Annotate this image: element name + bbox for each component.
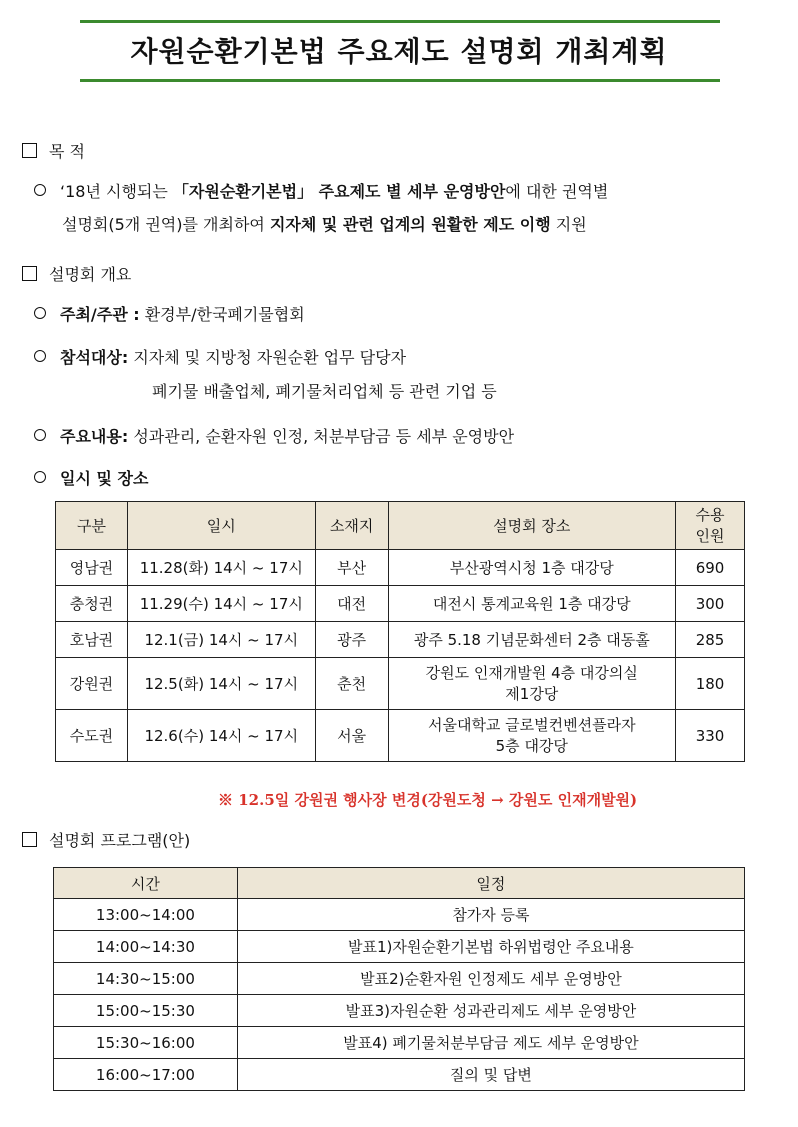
header-city: 소재지 <box>315 502 388 550</box>
cell-time: 16:00~17:00 <box>54 1059 238 1091</box>
purpose-line-2: 설명회(5개 권역)를 개최하여 지자체 및 관련 업계의 원활한 제도 이행 지원 <box>62 215 587 234</box>
cell-region: 충청권 <box>56 586 128 622</box>
cell-place: 대전시 통계교육원 1층 대강당 <box>388 586 676 622</box>
table-row <box>54 963 745 995</box>
header-time: 시간 <box>54 868 238 899</box>
overview-schedule: 일시 및 장소 <box>34 466 148 489</box>
cell-city: 춘천 <box>315 658 388 710</box>
bullet-circle-icon <box>34 184 46 196</box>
cell-place: 강원도 인재개발원 4층 대강의실 제1강당 <box>388 658 676 710</box>
header-date: 일시 <box>127 502 315 550</box>
cell-time: 15:30~16:00 <box>54 1027 238 1059</box>
cell-date: 12.5(화) 14시 ~ 17시 <box>127 658 315 710</box>
cell-date: 12.6(수) 14시 ~ 17시 <box>127 710 315 762</box>
cell-item: 발표2)순환자원 인정제도 세부 운영방안 <box>237 963 744 995</box>
bullet-circle-icon <box>34 307 46 319</box>
table-row <box>56 622 745 658</box>
cell-date: 12.1(금) 14시 ~ 17시 <box>127 622 315 658</box>
cell-region: 호남권 <box>56 622 128 658</box>
overview-attendees: 참석대상: 지자체 및 지방청 자원순환 업무 담당자 <box>34 345 406 368</box>
title-rule-top <box>80 20 720 23</box>
program-table-header <box>54 868 745 899</box>
cell-capacity: 300 <box>676 586 745 622</box>
table-row <box>54 1059 745 1091</box>
table-row <box>56 586 745 622</box>
cell-time: 14:00~14:30 <box>54 931 238 963</box>
header-region: 구분 <box>56 502 128 550</box>
cell-capacity: 330 <box>676 710 745 762</box>
cell-time: 13:00~14:00 <box>54 899 238 931</box>
venue-table-header <box>56 502 745 550</box>
cell-region: 수도권 <box>56 710 128 762</box>
checkbox-square-icon <box>22 832 37 847</box>
cell-city: 대전 <box>315 586 388 622</box>
header-place: 설명회 장소 <box>388 502 676 550</box>
program-table <box>53 867 745 1091</box>
table-row <box>56 550 745 586</box>
venue-table <box>55 501 745 762</box>
checkbox-square-icon <box>22 143 37 158</box>
cell-time: 14:30~15:00 <box>54 963 238 995</box>
bullet-circle-icon <box>34 350 46 362</box>
cell-capacity: 690 <box>676 550 745 586</box>
cell-city: 서울 <box>315 710 388 762</box>
table-row <box>54 995 745 1027</box>
cell-place: 부산광역시청 1층 대강당 <box>388 550 676 586</box>
title-rule-bottom <box>80 79 720 82</box>
section-heading-program: 설명회 프로그램(안) <box>22 828 190 851</box>
cell-date: 11.29(수) 14시 ~ 17시 <box>127 586 315 622</box>
bullet-circle-icon <box>34 471 46 483</box>
cell-city: 부산 <box>315 550 388 586</box>
bullet-circle-icon <box>34 429 46 441</box>
table-row <box>54 931 745 963</box>
cell-place: 광주 5.18 기념문화센터 2층 대동홀 <box>388 622 676 658</box>
cell-time: 15:00~15:30 <box>54 995 238 1027</box>
cell-region: 영남권 <box>56 550 128 586</box>
section-heading-overview: 설명회 개요 <box>22 262 131 285</box>
purpose-line-1: ‘18년 시행되는 「자원순환기본법」 주요제도 별 세부 운영방안에 대한 권역별 <box>34 179 608 202</box>
cell-item: 참가자 등록 <box>237 899 744 931</box>
cell-item: 질의 및 답변 <box>237 1059 744 1091</box>
cell-region: 강원권 <box>56 658 128 710</box>
checkbox-square-icon <box>22 266 37 281</box>
cell-item: 발표3)자원순환 성과관리제도 세부 운영방안 <box>237 995 744 1027</box>
table-row <box>54 1027 745 1059</box>
cell-city: 광주 <box>315 622 388 658</box>
table-row <box>54 899 745 931</box>
cell-place: 서울대학교 글로벌컨벤션플라자 5층 대강당 <box>388 710 676 762</box>
overview-content: 주요내용: 성과관리, 순환자원 인정, 처분부담금 등 세부 운영방안 <box>34 424 514 447</box>
cell-date: 11.28(화) 14시 ~ 17시 <box>127 550 315 586</box>
table-row <box>56 658 745 710</box>
overview-attendees-2: 폐기물 배출업체, 폐기물처리업체 등 관련 기업 등 <box>152 382 497 401</box>
venue-change-note: ※ 12.5일 강원권 행사장 변경(강원도청 → 강원도 인재개발원) <box>218 791 638 809</box>
table-row <box>56 710 745 762</box>
cell-item: 발표1)자원순환기본법 하위법령안 주요내용 <box>237 931 744 963</box>
cell-capacity: 180 <box>676 658 745 710</box>
document-title: 자원순환기본법 주요제도 설명회 개최계획 <box>130 35 668 68</box>
header-item: 일정 <box>237 868 744 899</box>
cell-capacity: 285 <box>676 622 745 658</box>
cell-item: 발표4) 폐기물처분부담금 제도 세부 운영방안 <box>237 1027 744 1059</box>
header-capacity: 수용 인원 <box>676 502 745 550</box>
overview-host: 주최/주관 : 환경부/한국폐기물협회 <box>34 302 305 325</box>
section-heading-purpose: 목 적 <box>22 139 85 162</box>
